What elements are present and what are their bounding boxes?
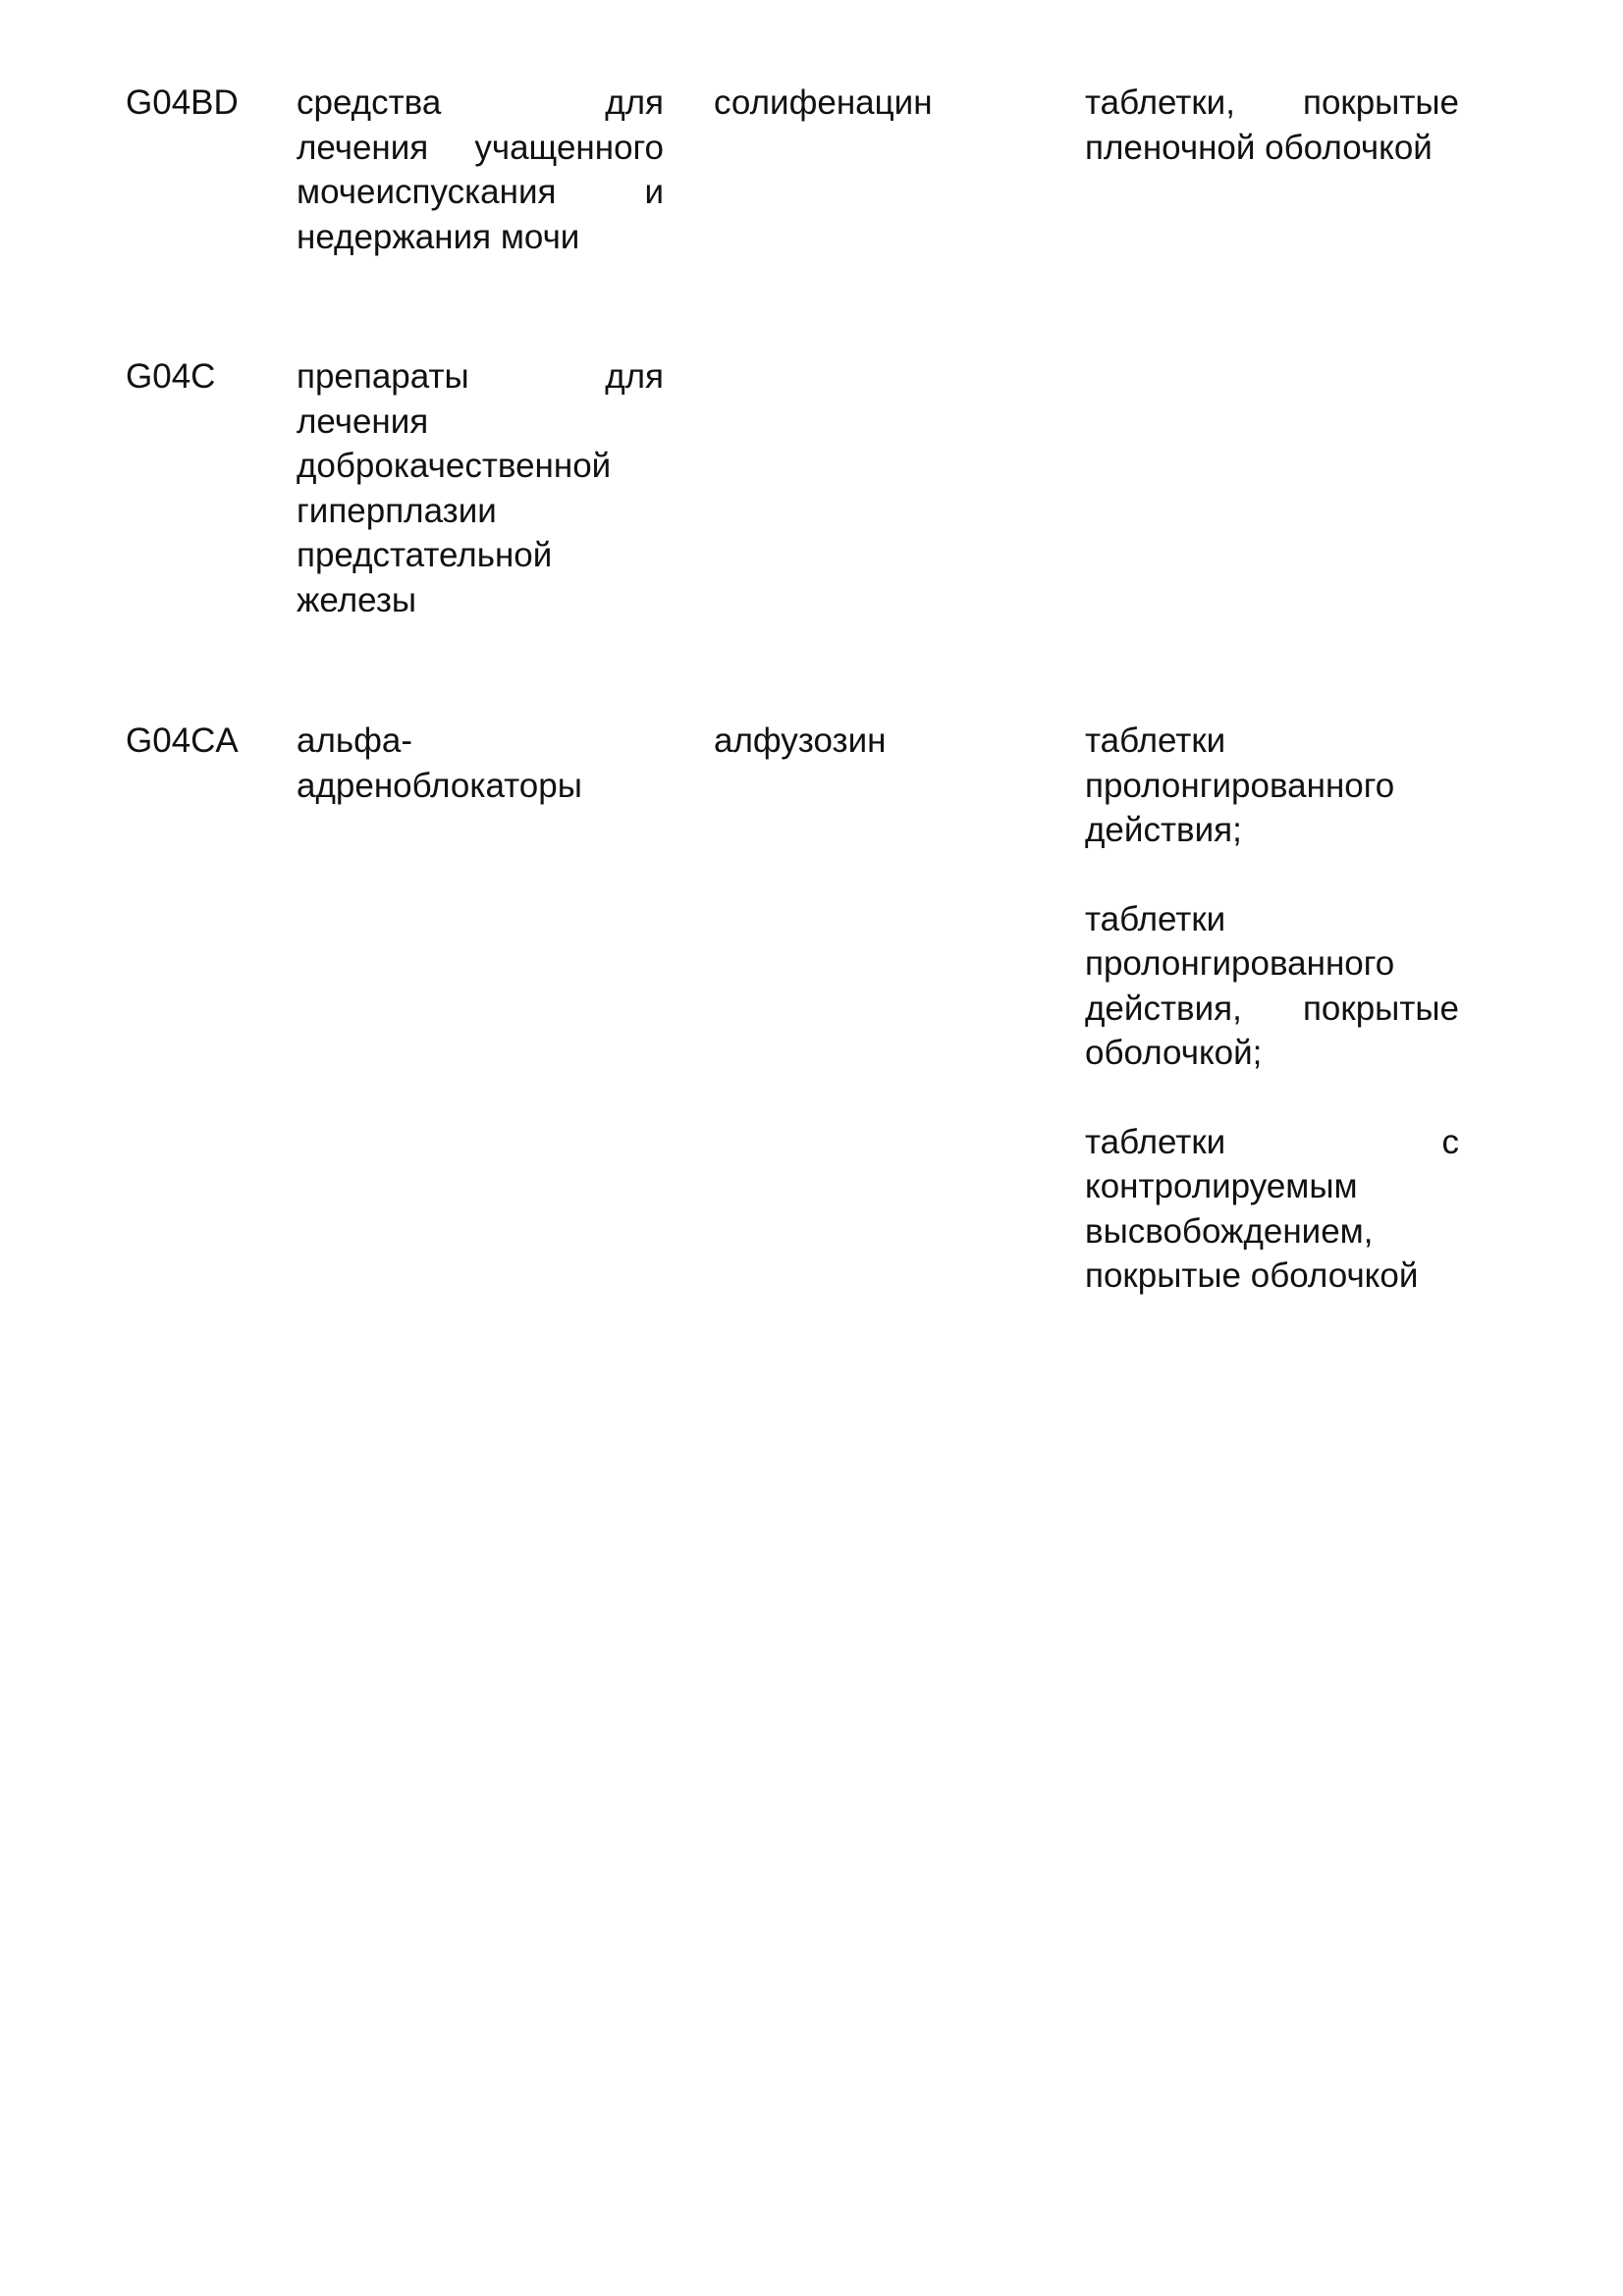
drug-name: алфузозин [714, 721, 887, 760]
text-line: альфа- [297, 721, 413, 760]
dosage-form [1085, 719, 1459, 853]
atc-code: G04BD [126, 83, 239, 122]
atc-code: G04C [126, 357, 216, 396]
text-line: железы [297, 580, 417, 619]
text-line: таблетки [1085, 721, 1226, 760]
text-line: доброкачественной [297, 447, 612, 485]
text-line: действия; [1085, 811, 1242, 849]
text-line: лечения учащенного [297, 128, 664, 167]
text-line: таблетки [1085, 899, 1226, 938]
dosage-form [1085, 80, 1459, 170]
text-line: высвобождением, [1085, 1211, 1374, 1251]
dosage-form [1085, 1120, 1459, 1299]
atc-group-name [297, 354, 664, 622]
text-line: покрытые оболочкой [1085, 1256, 1419, 1295]
text-line: пленочной оболочкой [1085, 128, 1433, 167]
text-line: мочеиспускания и [297, 173, 664, 211]
dosage-form [1085, 897, 1459, 1076]
text-line: адреноблокаторы [297, 766, 582, 805]
text-line: таблетки, покрытые [1085, 83, 1459, 122]
text-line: контролируемым [1085, 1167, 1358, 1205]
text-line: таблетки с [1085, 1122, 1459, 1161]
dosage-forms [1085, 80, 1459, 170]
atc-group-name [297, 719, 664, 808]
text-line: пролонгированного [1085, 944, 1395, 983]
text-line: оболочкой; [1085, 1034, 1263, 1072]
atc-code: G04CA [126, 721, 239, 760]
text-line: лечения [297, 401, 429, 441]
atc-group-name [297, 80, 664, 259]
drug-name: солифенацин [714, 83, 933, 122]
text-line: гиперплазии [297, 491, 497, 530]
text-line: средства для [297, 83, 664, 122]
dosage-forms [1085, 719, 1459, 1299]
text-line: действия, покрытые [1085, 988, 1459, 1028]
text-line: недержания мочи [297, 217, 580, 256]
text-line: пролонгированного [1085, 766, 1395, 805]
text-line: предстательной [297, 536, 553, 574]
text-line: препараты для [297, 357, 664, 396]
